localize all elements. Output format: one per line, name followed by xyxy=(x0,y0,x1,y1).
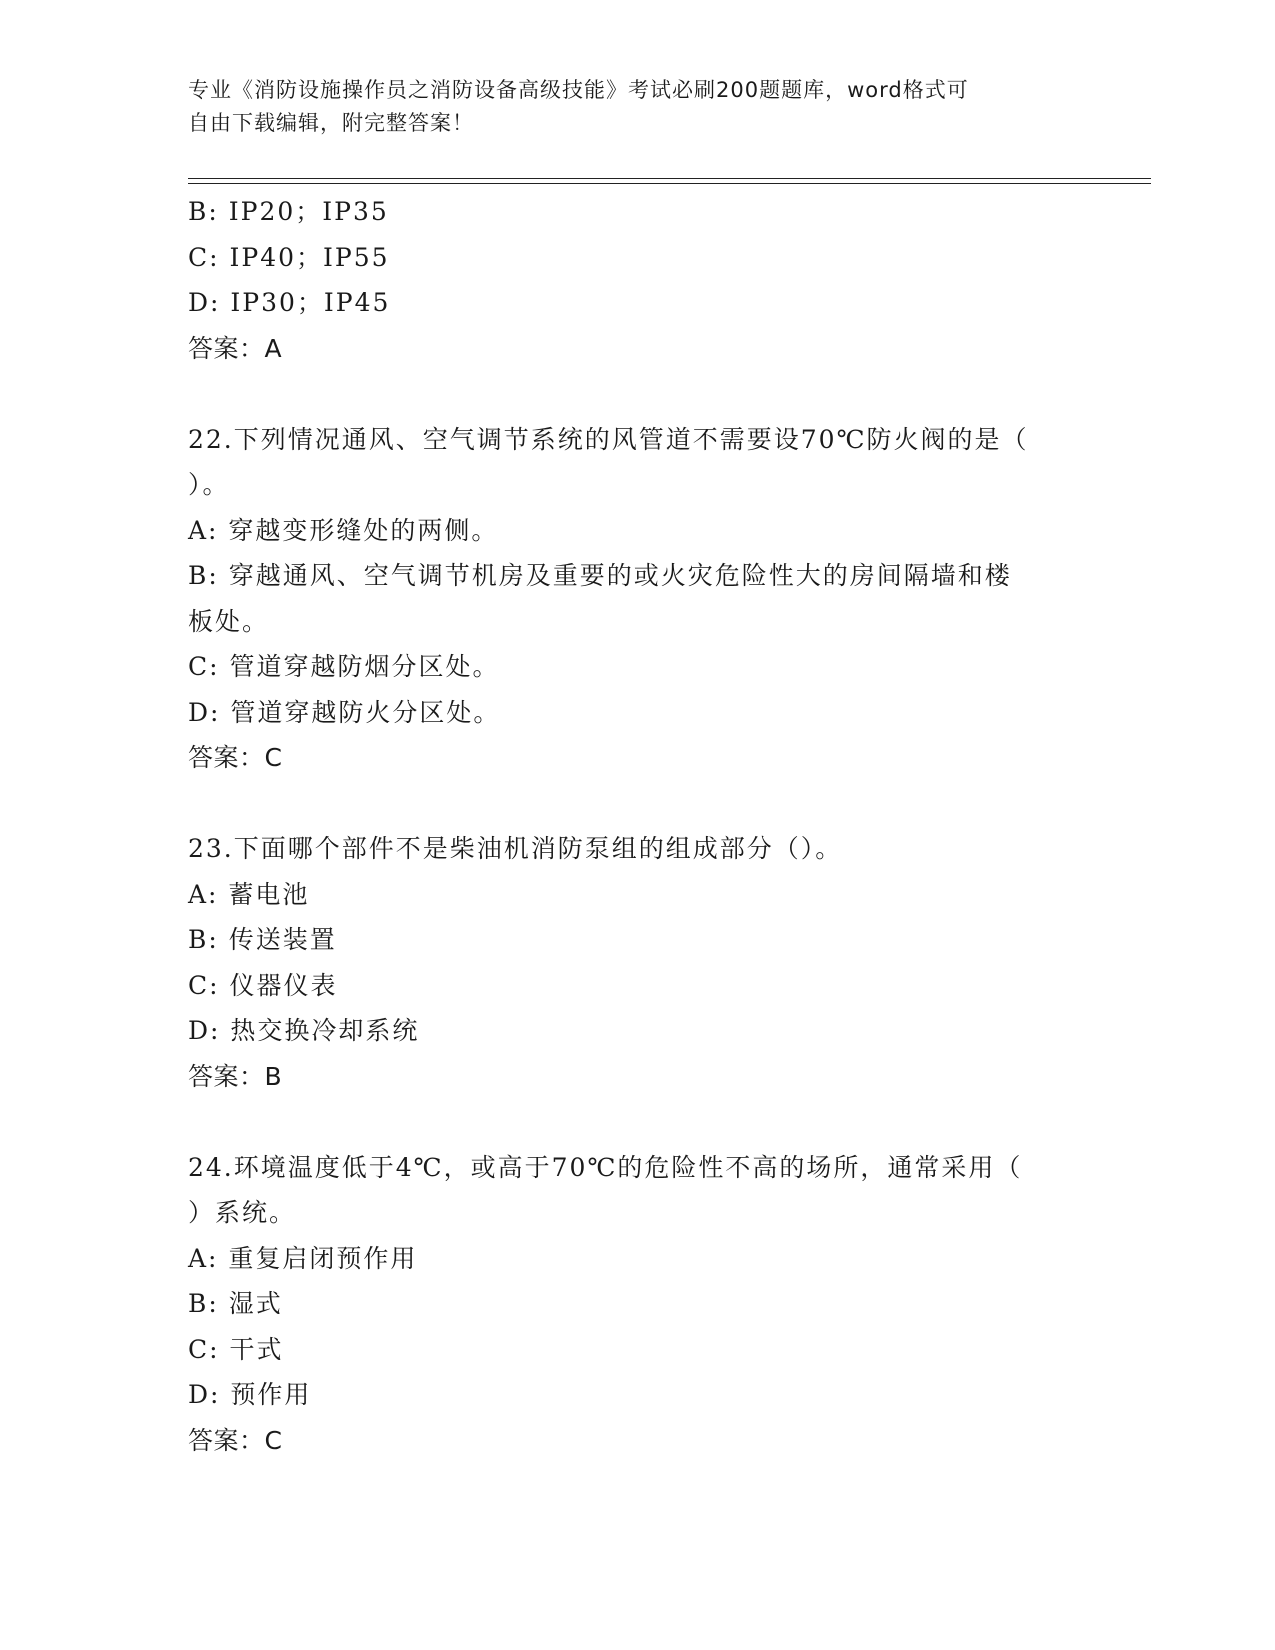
header-line-1: 专业《消防设施操作员之消防设备高级技能》考试必刷200题题库，word格式可 xyxy=(188,78,969,102)
question-23 xyxy=(188,826,1088,1099)
option-c: C: IP40；IP55 xyxy=(188,242,390,272)
document-header xyxy=(188,74,1068,140)
option-c: C: 干式 xyxy=(188,1334,284,1364)
header-divider-bottom xyxy=(188,183,1151,184)
question-text-continued: ）系统。 xyxy=(188,1198,297,1227)
option-b: B: 穿越通风、空气调节机房及重要的或火灾危险性大的房间隔墙和楼 xyxy=(188,561,1012,590)
spacer xyxy=(188,371,1088,417)
answer: 答案：C xyxy=(188,743,283,772)
spacer xyxy=(188,1099,1088,1145)
option-a: A: 穿越变形缝处的两侧。 xyxy=(188,515,499,545)
option-b: B: IP20；IP35 xyxy=(188,197,389,226)
header-line-2: 自由下载编辑，附完整答案！ xyxy=(188,111,474,135)
option-c: C: 管道穿越防烟分区处。 xyxy=(188,652,500,681)
answer: 答案：C xyxy=(188,1425,283,1455)
document-body xyxy=(188,189,1088,1463)
question-22 xyxy=(188,417,1088,781)
option-a: A: 重复启闭预作用 xyxy=(188,1243,418,1273)
option-b: B: 传送装置 xyxy=(188,925,337,954)
option-d: D: 热交换冷却系统 xyxy=(188,1016,420,1045)
option-d: D: 管道穿越防火分区处。 xyxy=(188,697,501,727)
question-text: 22.下列情况通风、空气调节系统的风管道不需要设70℃防火阀的是（ xyxy=(188,424,1029,454)
question-24 xyxy=(188,1145,1088,1464)
spacer xyxy=(188,781,1088,827)
option-d: D: 预作用 xyxy=(188,1380,312,1409)
option-b-continued: 板处。 xyxy=(188,606,270,636)
question-21-tail xyxy=(188,189,1088,371)
option-b: B: 湿式 xyxy=(188,1289,283,1318)
header-divider-top xyxy=(188,178,1151,179)
answer: 答案：A xyxy=(188,333,283,363)
question-text: 23.下面哪个部件不是柴油机消防泵组的组成部分（）。 xyxy=(188,834,843,863)
option-d: D: IP30；IP45 xyxy=(188,288,391,317)
option-c: C: 仪器仪表 xyxy=(188,970,338,1000)
question-text: 24.环境温度低于4℃，或高于70℃的危险性不高的场所，通常采用（ xyxy=(188,1152,1023,1182)
answer: 答案：B xyxy=(188,1061,283,1091)
option-a: A: 蓄电池 xyxy=(188,879,310,909)
question-text-continued: ）。 xyxy=(188,470,230,499)
